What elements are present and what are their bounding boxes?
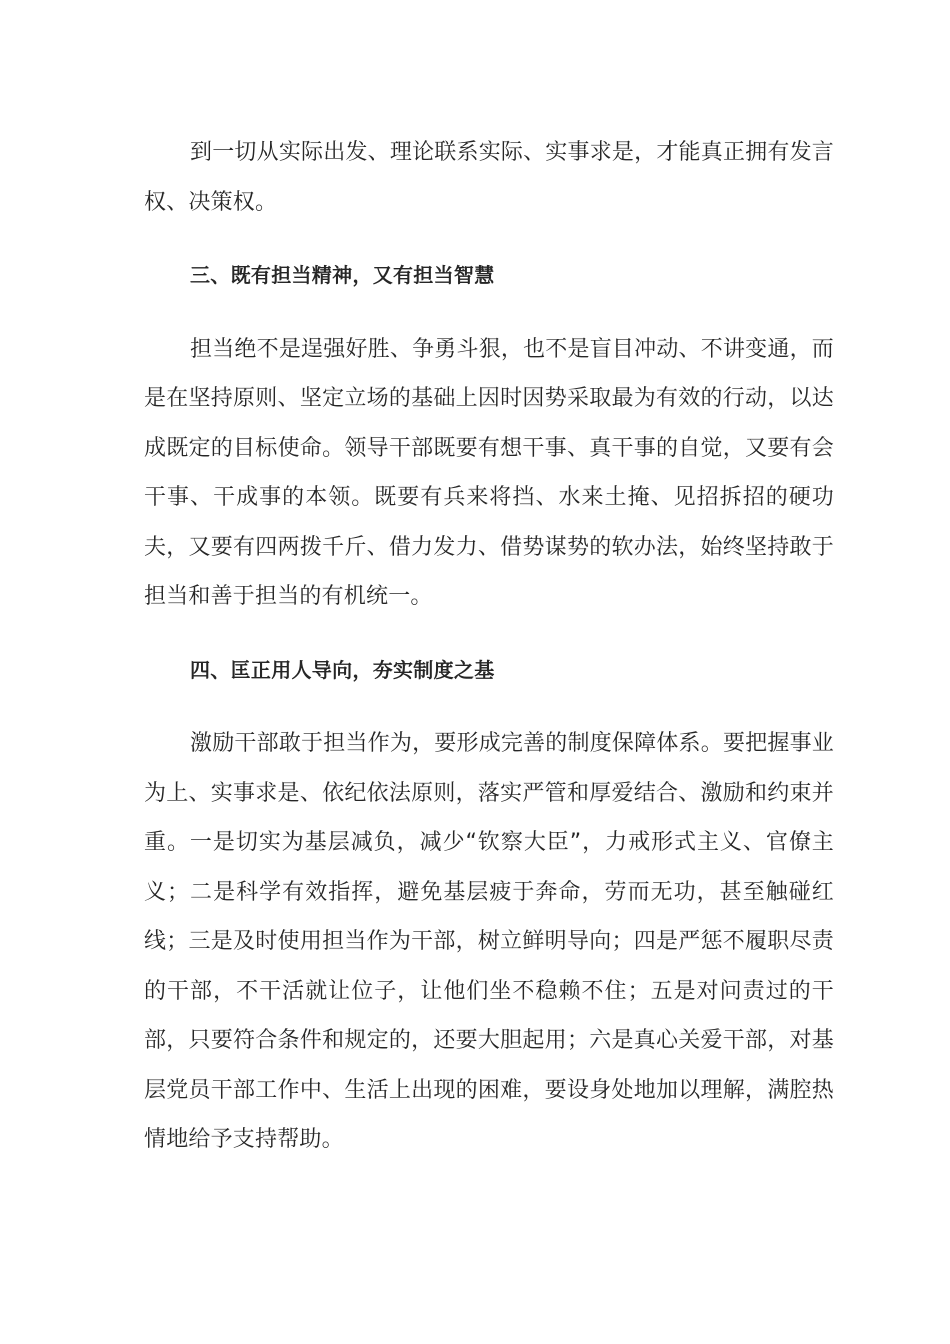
section-heading-three: 三、既有担当精神，又有担当智慧 [190, 263, 495, 287]
paragraph-responsibility: 担当绝不是逞强好胜、争勇斗狠，也不是盲目冲动、不讲变通，而是在坚持原则、坚定立场的基础上因时因势采取最为有效的行动，以达成既定的目标使命。领导干部既要有想干事、真干事的自觉，又要有会干事、干成事的本领。既要有兵来将挡、水来土掩、见招拆招的硬功夫，又要有四两拨千斤、借力发力、借势谋势的软办法，始终坚持敢于担当和善于担当的有机统一。 [144, 336, 834, 609]
spacer [144, 227, 834, 251]
section-heading-four: 四、匡正用人导向，夯实制度之基 [190, 657, 495, 682]
paragraph-incentive-system: 激励干部敢于担当作为，要形成完善的制度保障体系。要把握事业为上、实事求是、依纪依法原则，落实严管和厚爱结合、激励和约束并重。一是切实为基层减负，减少“钦察大臣”，力戒形式主义、官僚主义；二是科学有效指挥，避免基层疲于奔命，劳而无功，甚至触碰红线；三是及时使用担当作为干部，树立鲜明导向；四是严惩不履职尽责的干部，不干活就让位子，让他们坐不稳赖不住；五是对问责过的干部，只要符合条件和规定的，还要大胆起用；六是真心关爱干部，对基层党员干部工作中、生活上出现的困难，要设身处地加以理解，满腔热情地给予支持帮助。 [144, 731, 834, 1152]
spacer [144, 695, 834, 719]
spacer [144, 301, 834, 325]
spacer [144, 622, 834, 646]
paragraph-continuation: 到一切从实际出发、理论联系实际、实事求是，才能真正拥有发言权、决策权。 [144, 140, 834, 215]
document-page [144, 128, 834, 1165]
